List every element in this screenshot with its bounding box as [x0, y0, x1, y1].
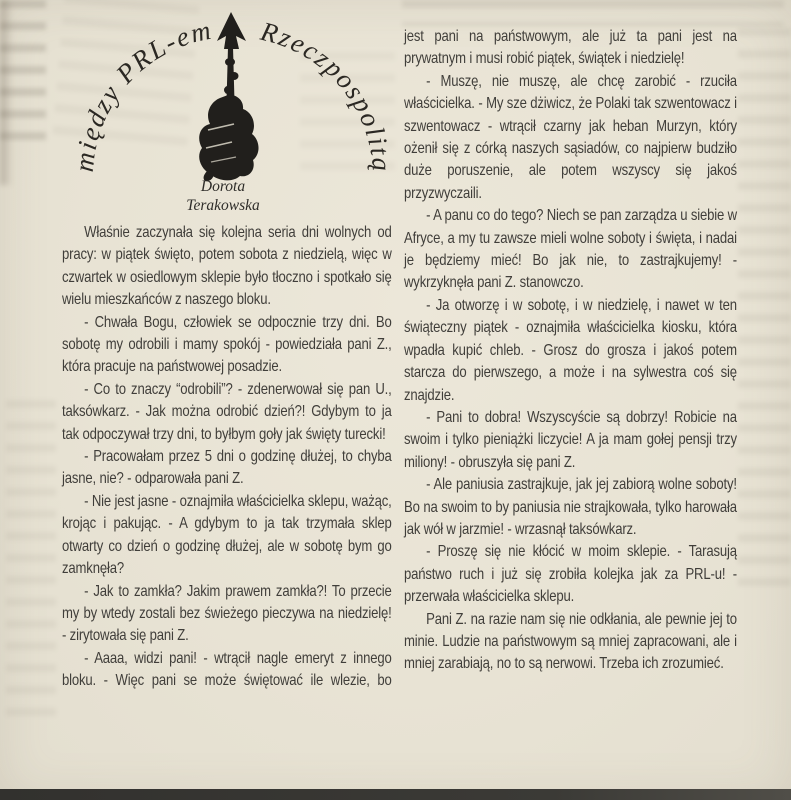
arc-title-left: między PRL-em	[68, 14, 216, 174]
right-column	[404, 26, 737, 676]
bleedthrough-smudge	[6, 400, 56, 730]
svg-text:między PRL-em	[69, 14, 215, 173]
paragraph: - Co to znaczy “odrobili”? - zdenerwował się pan U., taksówkarz. - Jak można odrobić dzień?! Gdybym to ja tak odpoczywał trzy dni, to byłbym goły jak święty turecki!	[62, 380, 392, 443]
paragraph: - Chwała Bogu, człowiek se odpocznie trzy dni. Bo sobotę my odrobili i mamy spokój - powiedziała pani Z., która pracuje na państwowej posadzie.	[62, 313, 392, 376]
paragraph: - Pani to dobra! Wszyscyście są dobrzy! Robicie na swoim i tylko pieniążki liczycie! A ja mam gołej pensji trzy miliony! - obruszyła się pani Z.	[404, 408, 737, 471]
author-byline	[148, 177, 298, 215]
author-first-name: Dorota	[200, 178, 246, 195]
paragraph: - Muszę, nie muszę, ale chcę zarobić - rzuciła właścicielka. - My sze dżiwicz, że Polaki tak szwentowacz i szwentowacz - wtrącił czarny jak heban Murzyn, który ożenił się z córką naszych sąsiadów, co najpierw budziło duże poruszenie, ale potem wszyscy się jakoś przyzwyczaili.	[404, 72, 737, 202]
paragraph: - Ja otworzę i w sobotę, i w niedzielę, i nawet w ten świąteczny piątek - oznajmiła właścicielka kiosku, która wpadła kupić chleb. - Grosz do grosza i jakoś potem starcza do pierwszego, a może i na sylwestra coś się znajdzie.	[404, 296, 737, 404]
paragraph: - A panu co do tego? Niech se pan zarządza u siebie w Afryce, a my tu zawsze mieli wolne soboty i święta, i nadai je będziemy mieć! Bo jak nie, to zastrajkujemy! - wykrzyknęła pani Z. stanowczo.	[404, 207, 737, 292]
arc-title-right: Rzeczpospolitą	[257, 15, 398, 175]
bleedthrough-smudge	[0, 0, 13, 185]
paragraph: - Pracowałam przez 5 dni o godzinę dłużej, to chyba jasne, nie? - odparowała pani Z.	[62, 448, 392, 488]
paragraph: - Ale paniusia zastrajkuje, jak jej zabiorą wolne soboty! Bo na swoim to by paniusia nie strajkowała, tylko harowała jak wół w jarzmie! - wrzasnął taksówkarz.	[404, 476, 737, 538]
paragraph: - Jak to zamkła? Jakim prawem zamkła?! To przecie my by wtedy zostali bez świeżego pieczywa na niedzielę! - zirytowała się pani Z.	[62, 582, 392, 645]
bleedthrough-smudge	[738, 28, 791, 598]
scan-edge-bar	[0, 789, 791, 800]
bleedthrough-smudge	[0, 0, 46, 150]
paragraph: - Aaaa, widzi pani! - wtrącił nagle emeryt z innego bloku. - Więc pani se może świętować ile wlezie, bo	[62, 649, 392, 690]
paragraph: - Proszę się nie kłócić w moim sklepie. - Tarasują państwo ruch i już się zrobiła kolejka jak za PRL-u! - przerwała właścicielka sklepu.	[404, 543, 737, 606]
paragraph: Pani Z. na razie nam się nie odkłania, ale pewnie jej to minie. Ludzie na państwowym są mniej zapracowani, ale i mniej zarabiają, no to są nerwowi. Trzeba ich zrozumieć.	[404, 610, 737, 673]
svg-text:Rzeczpospolitą	[257, 16, 397, 174]
paragraph: Właśnie zaczynała się kolejna seria dni wolnych od pracy: w piątek święto, potem sobota z niedzielą, więc w czwartek w osiedlowym sklepie było tłoczno i spotkało się wielu mieszkańców z naszego bloku.	[62, 224, 392, 309]
paragraph: jest pani na państwowym, ale już ta pani jest na prywatnym i musi robić piątek, świątek i niedzielę!	[404, 28, 737, 68]
author-last-name: Terakowska	[186, 197, 260, 214]
left-column	[62, 222, 392, 693]
paragraph: - Nie jest jasne - oznajmiła właścicielka sklepu, ważąc, krojąc i pakując. - A gdybym to ja tak trzymała sklep otwarty co dzień o godzinę dłużej, ale w sobotę bym go zamknęła?	[62, 492, 392, 578]
bleedthrough-smudge	[402, 0, 784, 26]
